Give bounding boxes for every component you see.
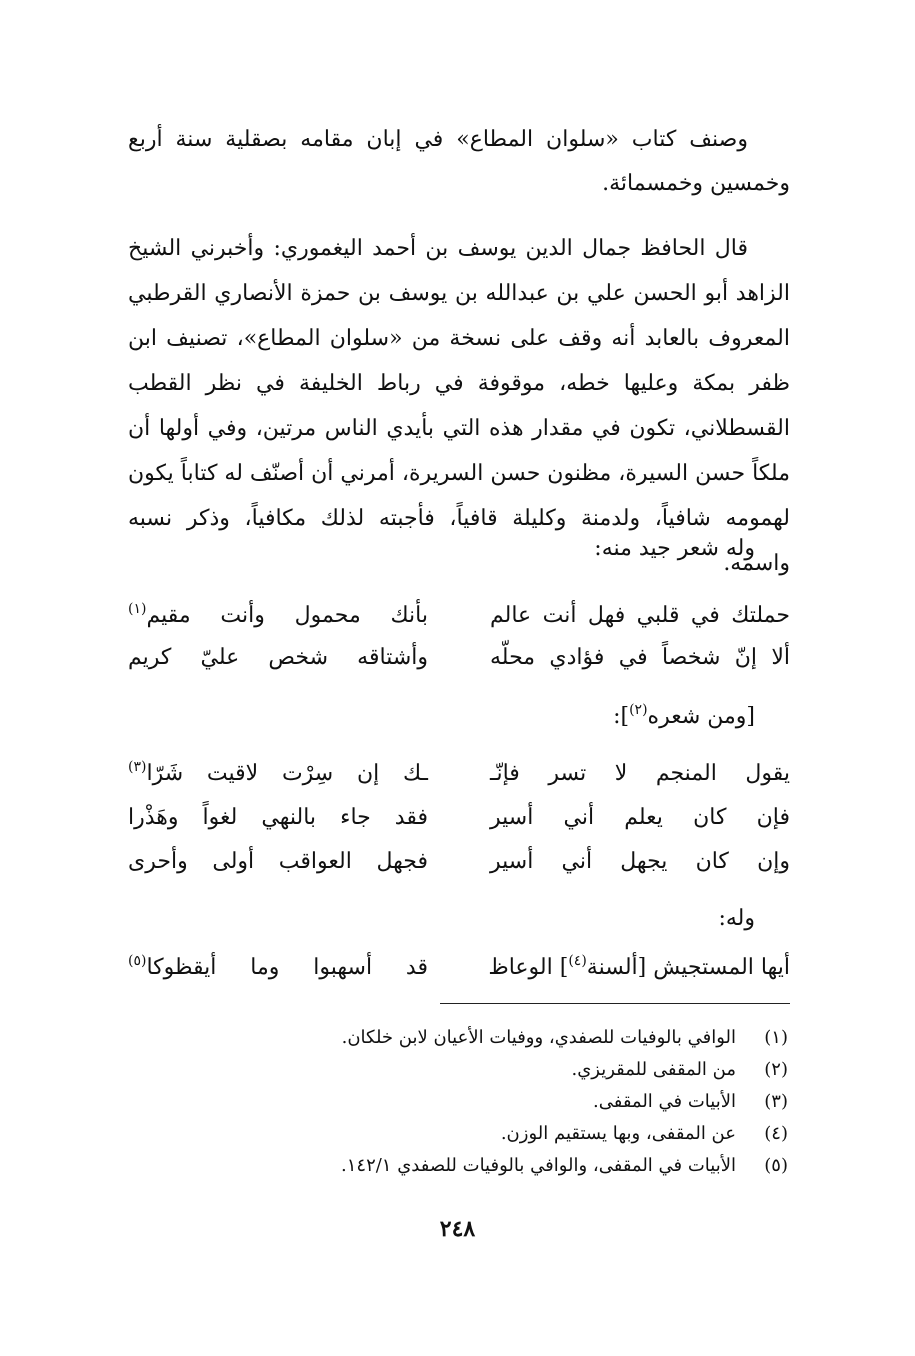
hemistich-text-end: ] الوعاظ [488,955,569,980]
footnote-text: عن المقفى، وبها يستقيم الوزن. [500,1123,736,1144]
hemistich-text: ـك إن سِرْت لاقيت شَرّا [146,761,428,786]
verse-second-hemistich [128,594,428,638]
hemistich-text: بأنك محمول وأنت مقيم [146,603,428,628]
paragraph-2: قال الحافظ جمال الدين يوسف بن أحمد اليغموري: وأخبرني الشيخ الزاهد أبو الحسن علي بن عبدالله بن يوسف بن حمزة الأنصاري القرطبي المعروف بالعابد أنه وقف على نسخة من «سلوان المطاع»، تصنيف ابن ظفر بمكة وعليها خطه، موقوفة في رباط الخليفة في نظر القطب القسطلاني، تكون في مقدار هذه التي بأيدي الناس مرتين، وفي أولها أن ملكاً حسن السيرة، مظنون حسن السريرة، أمرني أن أصنّف له كتاباً يكون لهمومه شافياً، ولدمنة وكليلة قافياً، فأجبته لذلك مكافياً، وذكر نسبه واسمه. [128,236,790,576]
intro-text: [ومن شعره [647,704,755,729]
footnote-number: (١) [764,1027,788,1048]
footnote-marker: (٥) [128,953,147,969]
hemistich-text: قد أسهبوا وما أيقظوكا [146,955,428,980]
footnote-item [228,1150,788,1182]
footnote-marker: (٢) [629,702,648,718]
footnote-marker: (١) [128,601,147,617]
footnote-text: من المقفى للمقريزي. [571,1059,736,1080]
footnotes-list [228,1022,788,1182]
footnote-divider [440,1003,790,1004]
footnote-text: الأبيات في المقفى، والوافي بالوفيات للصفدي ١٤٢/١. [341,1155,736,1176]
verse-line [128,752,790,796]
footnote-number: (٣) [764,1091,788,1112]
verse-second-hemistich [128,946,428,990]
footnote-item [228,1118,788,1150]
footnote-marker: (٤) [568,953,587,969]
verse-second-hemistich [128,752,428,796]
verse-first-hemistich: حملتك في قلبي فهل أنت عالم [490,603,790,628]
footnote-item [228,1022,788,1054]
verse-first-hemistich: فإن كان يعلم أني أسير [490,805,790,830]
poem-intro-1: وله شعر جيد منه: [594,536,755,561]
verse-line [128,594,790,638]
footnote-marker: (٣) [128,759,147,775]
page-number: ٢٤٨ [439,1216,476,1242]
verse-line [128,946,790,990]
footnote-number: (٢) [764,1059,788,1080]
verse-second-hemistich: فقد جاء بالنهي لغواً وهَذْرا [128,805,428,830]
verse-line [128,840,790,884]
poem-intro-2 [613,702,755,732]
paragraph-1: وصنف كتاب «سلوان المطاع» في إبان مقامه بصقلية سنة أربع وخمسين وخمسمائة. [128,127,790,196]
verse-line [128,636,790,680]
poem-intro-3: وله: [718,906,755,931]
footnote-text: الوافي بالوفيات للصفدي، ووفيات الأعيان لابن خلكان. [341,1027,736,1048]
verse-first-hemistich: يقول المنجم لا تسر فإنّـ [490,761,790,786]
verse-first-hemistich: ألا إنّ شخصاً في فؤادي محلّه [490,645,790,670]
verse-second-hemistich: فجهل العواقب أولى وأحرى [128,849,428,874]
hemistich-text: أيها المستجيش [ألسنة [586,955,790,980]
footnote-text: الأبيات في المقفى. [592,1091,736,1112]
footnote-number: (٤) [764,1123,788,1144]
verse-second-hemistich: وأشتاقه شخص عليّ كريم [128,645,428,670]
footnote-number: (٥) [764,1155,788,1176]
footnote-item [228,1086,788,1118]
verse-first-hemistich: وإن كان يجهل أني أسير [490,849,790,874]
verse-first-hemistich [490,946,790,990]
footnote-item [228,1054,788,1086]
intro-text-end: ]: [613,704,630,729]
verse-line [128,796,790,840]
